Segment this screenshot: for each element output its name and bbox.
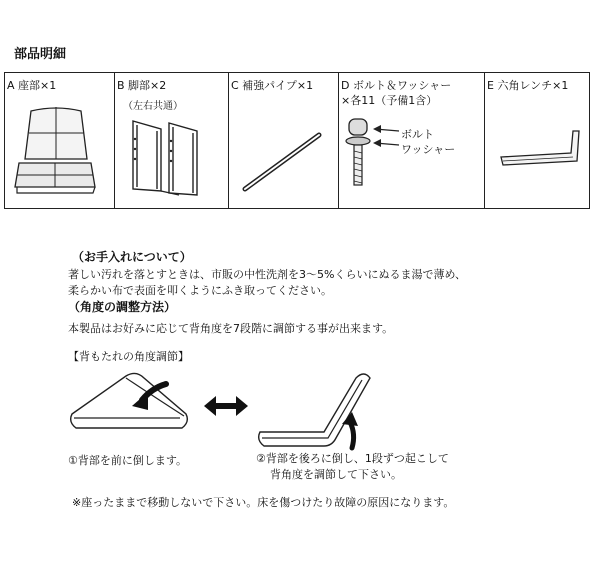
bolt-callout: ボルト xyxy=(401,128,434,141)
fold-forward-diagram xyxy=(66,370,206,450)
leg-frame-illustration xyxy=(121,115,231,205)
warning-text: ※座ったままで移動しないで下さい。床を傷つけたり故障の原因になります。 xyxy=(72,496,455,509)
step-2-line-1: ②背部を後ろに倒し、1段ずつ起こして xyxy=(256,452,449,465)
angle-section-label: 【背もたれの角度調節】 xyxy=(68,350,189,363)
double-arrow-icon xyxy=(204,394,248,418)
page-title: 部品明細 xyxy=(14,47,67,62)
part-cell-a xyxy=(5,73,115,208)
angle-heading: （角度の調整方法） xyxy=(68,300,177,314)
part-c-label: C 補強パイプ×1 xyxy=(231,79,314,92)
step-2-line-2: 背角度を調節して下さい。 xyxy=(270,468,402,481)
angle-description: 本製品はお好みに応じて背角度を7段階に調節する事が出来ます。 xyxy=(68,322,394,335)
part-e-label: E 六角レンチ×1 xyxy=(487,79,569,92)
part-cell-e xyxy=(485,73,589,208)
part-d-label-2: ×各11（予備1含） xyxy=(341,94,438,107)
part-cell-b xyxy=(115,73,229,208)
care-line-2: 柔らかい布で表面を叩くようにふき取ってください。 xyxy=(68,284,332,297)
seat-illustration xyxy=(11,103,111,203)
pipe-illustration xyxy=(233,113,333,203)
part-cell-c xyxy=(229,73,339,208)
care-heading: （お手入れについて） xyxy=(72,250,192,264)
hex-wrench-illustration xyxy=(491,113,591,203)
part-cell-d xyxy=(339,73,485,208)
step-1-text: ①背部を前に倒します。 xyxy=(68,454,187,467)
part-a-label: A 座部×1 xyxy=(7,79,57,92)
part-d-label: D ボルト＆ワッシャー xyxy=(341,79,452,92)
washer-callout: ワッシャー xyxy=(401,143,456,156)
care-line-1: 著しい汚れを落とすときは、市販の中性洗剤を3～5%くらいにぬるま湯で薄め、 xyxy=(68,268,467,281)
parts-table xyxy=(4,72,590,209)
part-b-note: （左右共通） xyxy=(123,101,183,112)
recline-diagram xyxy=(256,368,376,458)
part-b-label: B 脚部×2 xyxy=(117,79,167,92)
